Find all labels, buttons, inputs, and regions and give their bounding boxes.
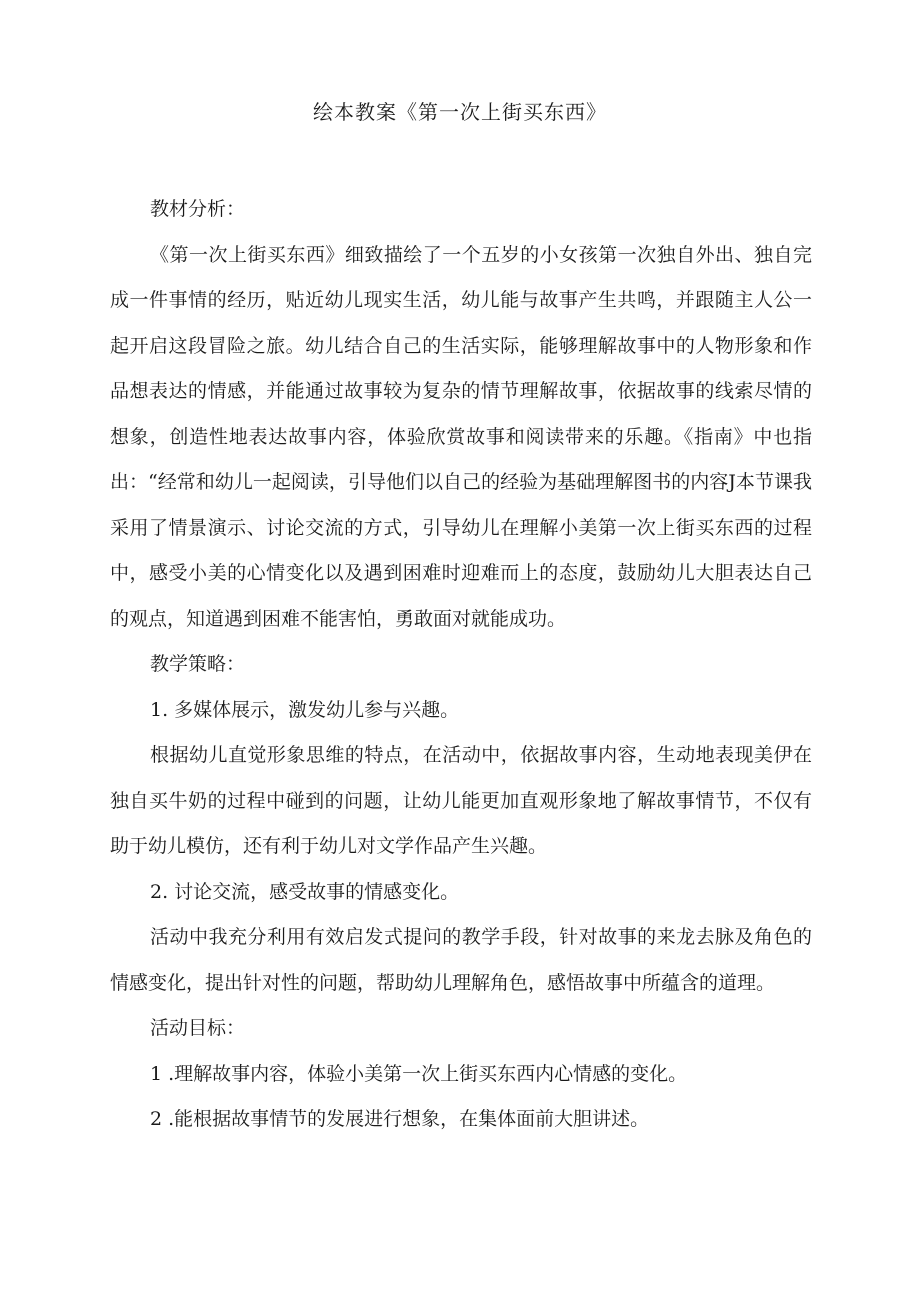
document-title: 绘本教案《第一次上街买东西》: [313, 100, 607, 124]
strategy-2-title: 2. 讨论交流，感受故事的情感变化。: [150, 880, 460, 903]
goals-heading: 活动目标：: [150, 1017, 246, 1039]
strategy-2-paragraph: 活动中我充分利用有效启发式提问的教学手段，针对故事的来龙去脉及角色的情感变化，提出针对性的问题，帮助幼儿理解角色，感悟故事中所蕴含的道理。: [110, 926, 812, 994]
strategy-heading: 教学策略：: [150, 653, 246, 675]
strategy-1-title: 1. 多媒体展示，激发幼儿参与兴趣。: [150, 698, 460, 721]
analysis-paragraph: 《第一次上街买东西》细致描绘了一个五岁的小女孩第一次独自外出、独自完成一件事情的经历，贴近幼儿现实生活，幼儿能与故事产生共鸣，并跟随主人公一起开启这段冒险之旅。幼儿结合自己的生活实际，能够理解故事中的人物形象和作品想表达的情感，并能通过故事较为复杂的情节理解故事，依据故事的线索尽情的想象，创造性地表达故事内容，体验欣赏故事和阅读带来的乐趣。《指南》中也指出：“经常和幼儿一起阅读，引导他们以自己的经验为基础理解图书的内容J本节课我采用了情景演示、讨论交流的方式，引导幼儿在理解小美第一次上街买东西的过程中，感受小美的心情变化以及遇到困难时迎难而上的态度，鼓励幼儿大胆表达自己的观点，知道遇到困难不能害怕，勇敢面对就能成功。: [110, 243, 812, 630]
analysis-heading: 教材分析：: [150, 198, 246, 220]
goal-item-2: 2 .能根据故事情节的发展进行想象，在集体面前大胆讲述。: [150, 1108, 650, 1130]
strategy-1-paragraph: 根据幼儿直觉形象思维的特点，在活动中，依据故事内容，生动地表现美伊在独自买牛奶的过程中碰到的问题，让幼儿能更加直观形象地了解故事情节，不仅有助于幼儿模仿，还有利于幼儿对文学作品产生兴趣。: [110, 744, 812, 857]
goal-item-1: 1 .理解故事内容，体验小美第一次上街买东西内心情感的变化。: [150, 1062, 688, 1085]
document-body: [110, 187, 812, 1143]
